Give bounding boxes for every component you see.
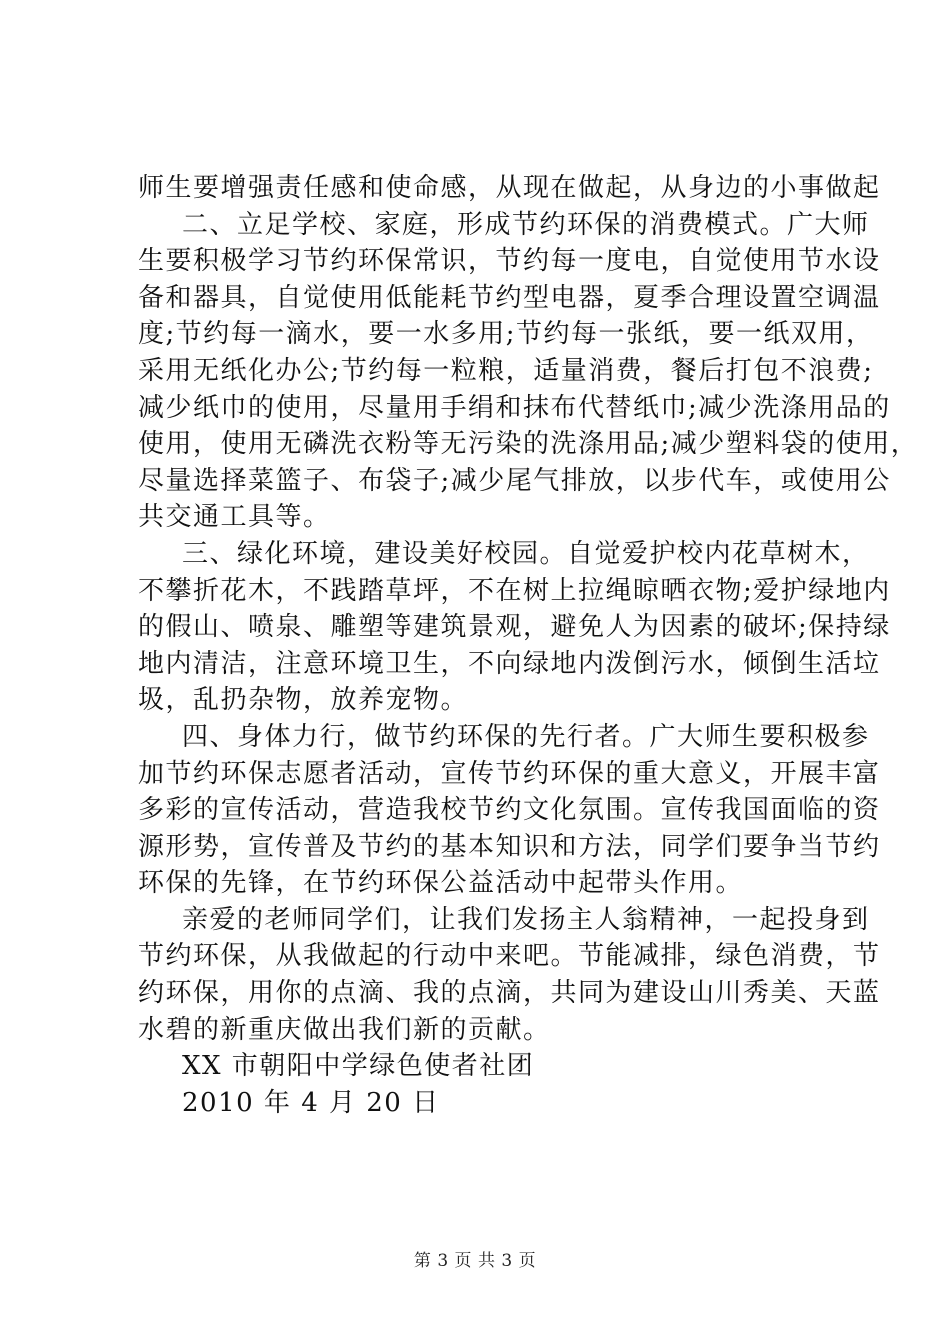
text-line: 共交通工具等。 [138, 502, 331, 533]
text-line: XX 市朝阳中学绿色使者社团 [182, 1051, 535, 1082]
text-line: 地内清洁，注意环境卫生，不向绿地内泼倒污水，倾倒生活垃 [138, 648, 881, 679]
text-line: 二、立足学校、家庭，形成节约环保的消费模式。广大师 [182, 209, 870, 240]
text-line: 多彩的宣传活动，营造我校节约文化氛围。宣传我国面临的资 [138, 795, 881, 826]
text-line: 水碧的新重庆做出我们新的贡献。 [138, 1014, 551, 1045]
text-line: 生要积极学习节约环保常识，节约每一度电，自觉使用节水设 [138, 246, 881, 277]
text-line: 节约环保，从我做起的行动中来吧。节能减排，绿色消费，节 [138, 941, 881, 972]
text-line: 尽量选择菜篮子、布袋子;减少尾气排放，以步代车，或使用公 [138, 465, 891, 496]
text-line: 约环保，用你的点滴、我的点滴，共同为建设山川秀美、天蓝 [138, 978, 881, 1009]
text-line: 采用无纸化办公;节约每一粒粮，适量消费，餐后打包不浪费; [138, 355, 874, 386]
page-footer: 第 3 页 共 3 页 [413, 1251, 537, 1271]
text-line: 师生要增强责任感和使命感，从现在做起，从身边的小事做起 [138, 173, 881, 203]
text-line: 度;节约每一滴水，要一水多用;节约每一张纸，要一纸双用， [138, 319, 874, 350]
document-body [138, 170, 919, 1121]
text-line: 不攀折花木，不践踏草坪，不在树上拉绳晾晒衣物;爱护绿地内 [138, 575, 891, 606]
text-line: 亲爱的老师同学们，让我们发扬主人翁精神，一起投身到 [182, 904, 870, 935]
text-line: 三、绿化环境，建设美好校园。自觉爱护校内花草树木， [182, 538, 870, 569]
text-line: 四、身体力行，做节约环保的先行者。广大师生要积极参 [182, 721, 870, 752]
text-line: 环保的先锋，在节约环保公益活动中起带头作用。 [138, 868, 744, 899]
text-line: 加节约环保志愿者活动，宣传节约环保的重大意义，开展丰富 [138, 758, 881, 789]
text-line: 备和器具，自觉使用低能耗节约型电器，夏季合理设置空调温 [138, 282, 881, 313]
text-line: 的假山、喷泉、雕塑等建筑景观，避免人为因素的破坏;保持绿 [138, 612, 891, 643]
text-line: 2010 年 4 月 20 日 [182, 1087, 440, 1118]
text-line: 源形势，宣传普及节约的基本知识和方法，同学们要争当节约 [138, 831, 881, 862]
text-line: 减少纸巾的使用，尽量用手绢和抹布代替纸巾;减少洗涤用品的 [138, 392, 891, 423]
text-line: 圾，乱扔杂物，放养宠物。 [138, 685, 469, 716]
text-line: 使用，使用无磷洗衣粉等无污染的洗涤用品;减少塑料袋的使用， [138, 429, 919, 460]
